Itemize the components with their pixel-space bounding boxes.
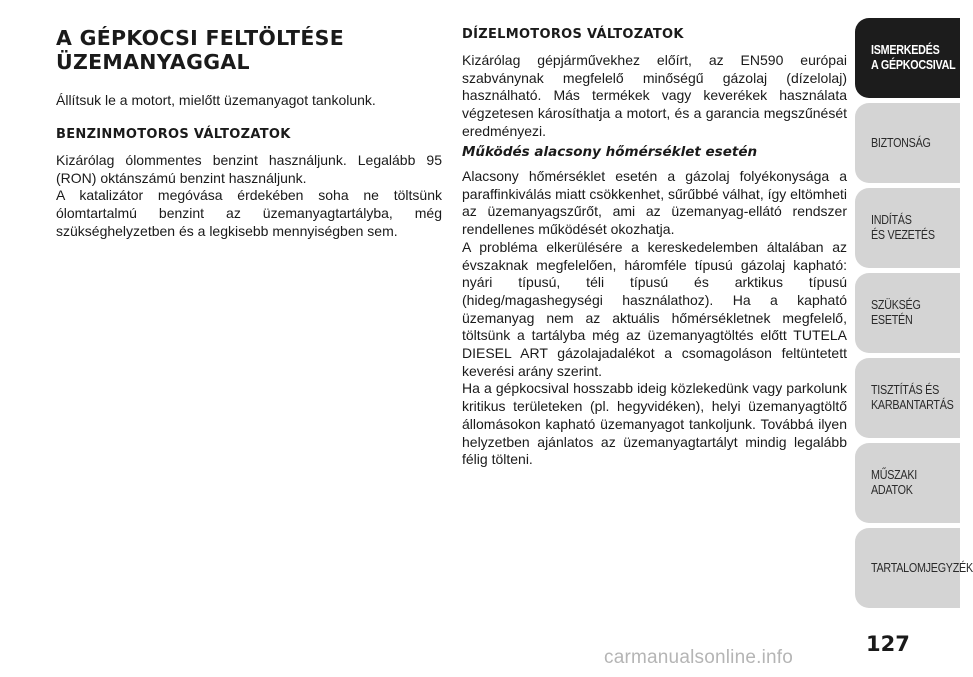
tab-label-line-2: ESETÉN [871, 313, 913, 327]
tab-label-line-1: INDÍTÁS [871, 213, 912, 227]
title-line-2: ÜZEMANYAGGAL [56, 50, 250, 74]
cold-weather-paragraph: Alacsony hőmérséklet esetén a gázolaj folyékonysága a paraffinkiválás miatt csökkenhet, sűrűbbé válhat, így eltömheti az üzemanyagszűrőt, ami az üzemanyag-ellátó rendszer rendellenes működését okozhatja. A probléma elkerülésére a kereskedelemben általában az évszaknak megfelelően, háromféle típusú gázolaj kapható: nyári típusú, téli típusú és arktikus típusú (hideg/magashegységi használathoz). Ha a kapható üzemanyag nem az aktuális hőmérsékletnek megfelelő, töltsünk a tartályba még az üzemanyagtöltés előtt TUTELA DIESEL ART gázolajadalékot a csomagoláson feltüntetett keverési arány szerint. Ha a gépkocsival hosszabb ideig közlekedünk vagy parkolunk kritikus területeken (pl. hegyvidéken), helyi üzemanyagtöltő állomásokon kapható üzemanyagot tankoljunk. Továbbá ilyen helyzetben ajánlatos az üzemanyagtartályt mindig legalább félig tölteni. [462, 168, 847, 468]
tab-tisztitas[interactable] [855, 358, 960, 438]
tab-tartalomjegyzek[interactable] [855, 528, 973, 608]
tab-label-line-1: BIZTONSÁG [871, 135, 931, 150]
tab-biztonsag[interactable] [855, 103, 960, 183]
tab-label-line-1: SZÜKSÉG [871, 298, 921, 312]
tab-label-line-1: MŰSZAKI [871, 468, 917, 482]
tab-label-line-2: KARBANTARTÁS [871, 398, 954, 412]
tab-szukseg[interactable] [855, 273, 960, 353]
chapter-tabs [855, 18, 973, 613]
tab-ismerkedes[interactable] [855, 18, 960, 98]
page-number: 127 [866, 632, 910, 656]
tab-label-line-1: ISMERKEDÉS [871, 43, 940, 57]
tab-label-line-1: TISZTÍTÁS ÉS [871, 383, 939, 397]
diesel-heading: DÍZELMOTOROS VÁLTOZATOK [462, 27, 684, 42]
petrol-heading: BENZINMOTOROS VÁLTOZATOK [56, 127, 291, 142]
tab-muszaki[interactable] [855, 443, 960, 523]
page-title [56, 26, 436, 74]
tab-label-line-2: ADATOK [871, 483, 913, 497]
cold-weather-heading: Működés alacsony hőmérséklet esetén [462, 144, 758, 160]
tab-label-line-1: TARTALOMJEGYZÉK [871, 560, 973, 575]
petrol-paragraph: Kizárólag ólommentes benzint használjunk. Legalább 95 (RON) oktánszámú benzint használjunk. A katalizátor megóvása érdekében soha ne töltsünk ólomtartalmú benzint az üzemanyagtartályba, még szükséghelyzetben és a legkisebb mennyiségben sem. [56, 152, 442, 239]
tab-label-line-2: ÉS VEZETÉS [871, 228, 935, 242]
watermark: carmanualsonline.info [604, 647, 794, 668]
intro-paragraph: Állítsuk le a motort, mielőtt üzemanyagot tankolunk. [56, 92, 376, 108]
tab-inditas[interactable] [855, 188, 960, 268]
title-line-1: A GÉPKOCSI FELTÖLTÉSE [56, 26, 345, 50]
tab-label-line-2: A GÉPKOCSIVAL [871, 58, 956, 72]
diesel-paragraph: Kizárólag gépjárművekhez előírt, az EN590 európai szabványnak megfelelő minőségű gázolaj (dízelolaj) használható. Más termékek vagy keverékek használata végzetesen károsíthatja a motort, és a garancia megszűnését eredményezi. [462, 52, 847, 139]
